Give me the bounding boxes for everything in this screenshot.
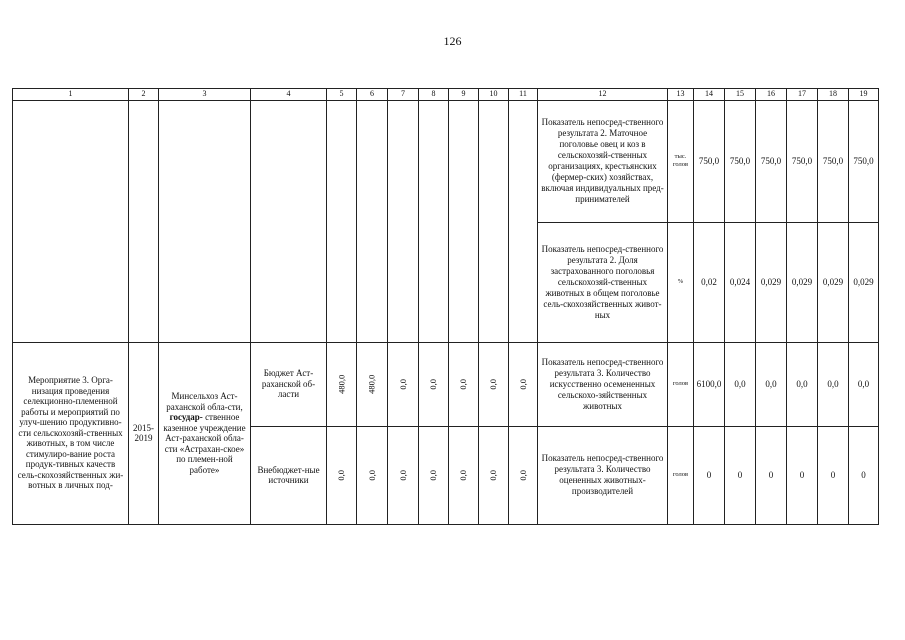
column-number: 12 [538,89,668,101]
program-table [12,88,879,525]
column-number: 8 [419,89,449,101]
column-number: 7 [388,89,419,101]
value-cell: 0 [756,426,787,524]
value-cell: 0,0 [787,342,818,426]
value-cell: 750,0 [725,100,756,222]
value-cell: 0,0 [756,342,787,426]
period-cell: 2015-2019 [129,342,159,524]
funding-value: 0,0 [397,378,408,390]
column-number: 13 [668,89,694,101]
column-number: 19 [849,89,879,101]
value-cell: 0,029 [756,222,787,342]
value-cell: 0,0 [818,342,849,426]
column-number: 3 [159,89,251,101]
funding-value: 0,0 [366,469,377,481]
value-cell: 750,0 [756,100,787,222]
unit-cell: голов [668,342,694,426]
value-cell: 0,029 [849,222,879,342]
executor-cell [159,342,251,524]
event-name-cell: Мероприятие 3. Орга-низация проведения селекционно-племенной работы и мероприятий по улуч-шению продуктивно-сти сельскохозяй-ственных животных, в том числе стимулиро-вание роста продук-тивных качеств сель-скохозяйственных жи-вотных в личных под- [13,342,129,524]
funding-value: 480,0 [366,374,377,394]
funding-value: 0,0 [517,469,528,481]
column-number: 14 [694,89,725,101]
column-number: 6 [357,89,388,101]
value-cell: 750,0 [787,100,818,222]
funding-value: 0,0 [488,469,499,481]
funding-value: 0,0 [428,378,439,390]
funding-value: 0,0 [517,378,528,390]
executor-bold-text: государ- [169,412,203,422]
column-number: 5 [327,89,357,101]
unit-cell: тыс. голов [668,100,694,222]
column-number: 10 [479,89,509,101]
column-number: 15 [725,89,756,101]
value-cell: 6100,0 [694,342,725,426]
value-cell: 0 [694,426,725,524]
funding-value: 0,0 [488,378,499,390]
value-cell: 750,0 [694,100,725,222]
value-cell: 0,02 [694,222,725,342]
column-number: 16 [756,89,787,101]
unit-cell: голов [668,426,694,524]
indicator-cell: Показатель непосред-ственного результата 2. Маточное поголовье овец и коз в сельскохозяй-ственных организациях, крестьянских (фермер-ских) хозяйствах, включая индивидуальных пред-принимателей [538,100,668,222]
executor-text: ственное казенное учреждение Аст-раханской обла-сти «Астрахан-ское» по племен-ной работе» [163,412,246,475]
funding-value: 480,0 [336,374,347,394]
value-cell: 0,0 [849,342,879,426]
funding-source-cell: Внебюджет-ные источники [251,426,327,524]
column-number: 9 [449,89,479,101]
value-cell: 0,029 [818,222,849,342]
funding-value: 0,0 [336,469,347,481]
column-number: 4 [251,89,327,101]
column-number-row [13,89,879,101]
value-cell: 0 [787,426,818,524]
value-cell: 0,029 [787,222,818,342]
table-row [13,342,879,426]
unit-cell: % [668,222,694,342]
indicator-cell: Показатель непосред-ственного результата 2. Доля застрахованного поголовья сельскохозяй-ственных животных в общем поголовье сель-скохозяйственных живот-ных [538,222,668,342]
funding-value: 0,0 [397,469,408,481]
table-row [13,100,879,222]
value-cell: 750,0 [849,100,879,222]
funding-source-cell: Бюджет Аст-раханской об-ласти [251,342,327,426]
indicator-cell: Показатель непосред-ственного результата 3. Количество оцененных животных-производителей [538,426,668,524]
executor-text: Минсельхоз Аст-раханской обла-сти, [166,391,243,412]
funding-value: 0,0 [458,378,469,390]
funding-value: 0,0 [458,469,469,481]
column-number: 18 [818,89,849,101]
column-number: 17 [787,89,818,101]
value-cell: 0,024 [725,222,756,342]
value-cell: 750,0 [818,100,849,222]
column-number: 2 [129,89,159,101]
page-number: 126 [443,34,462,48]
value-cell: 0 [849,426,879,524]
value-cell: 0,0 [725,342,756,426]
funding-value: 0,0 [428,469,439,481]
indicator-cell: Показатель непосред-ственного результата 3. Количество искусственно осемененных сельскохо-зяйственных животных [538,342,668,426]
value-cell: 0 [818,426,849,524]
column-number: 11 [509,89,538,101]
value-cell: 0 [725,426,756,524]
column-number: 1 [13,89,129,101]
